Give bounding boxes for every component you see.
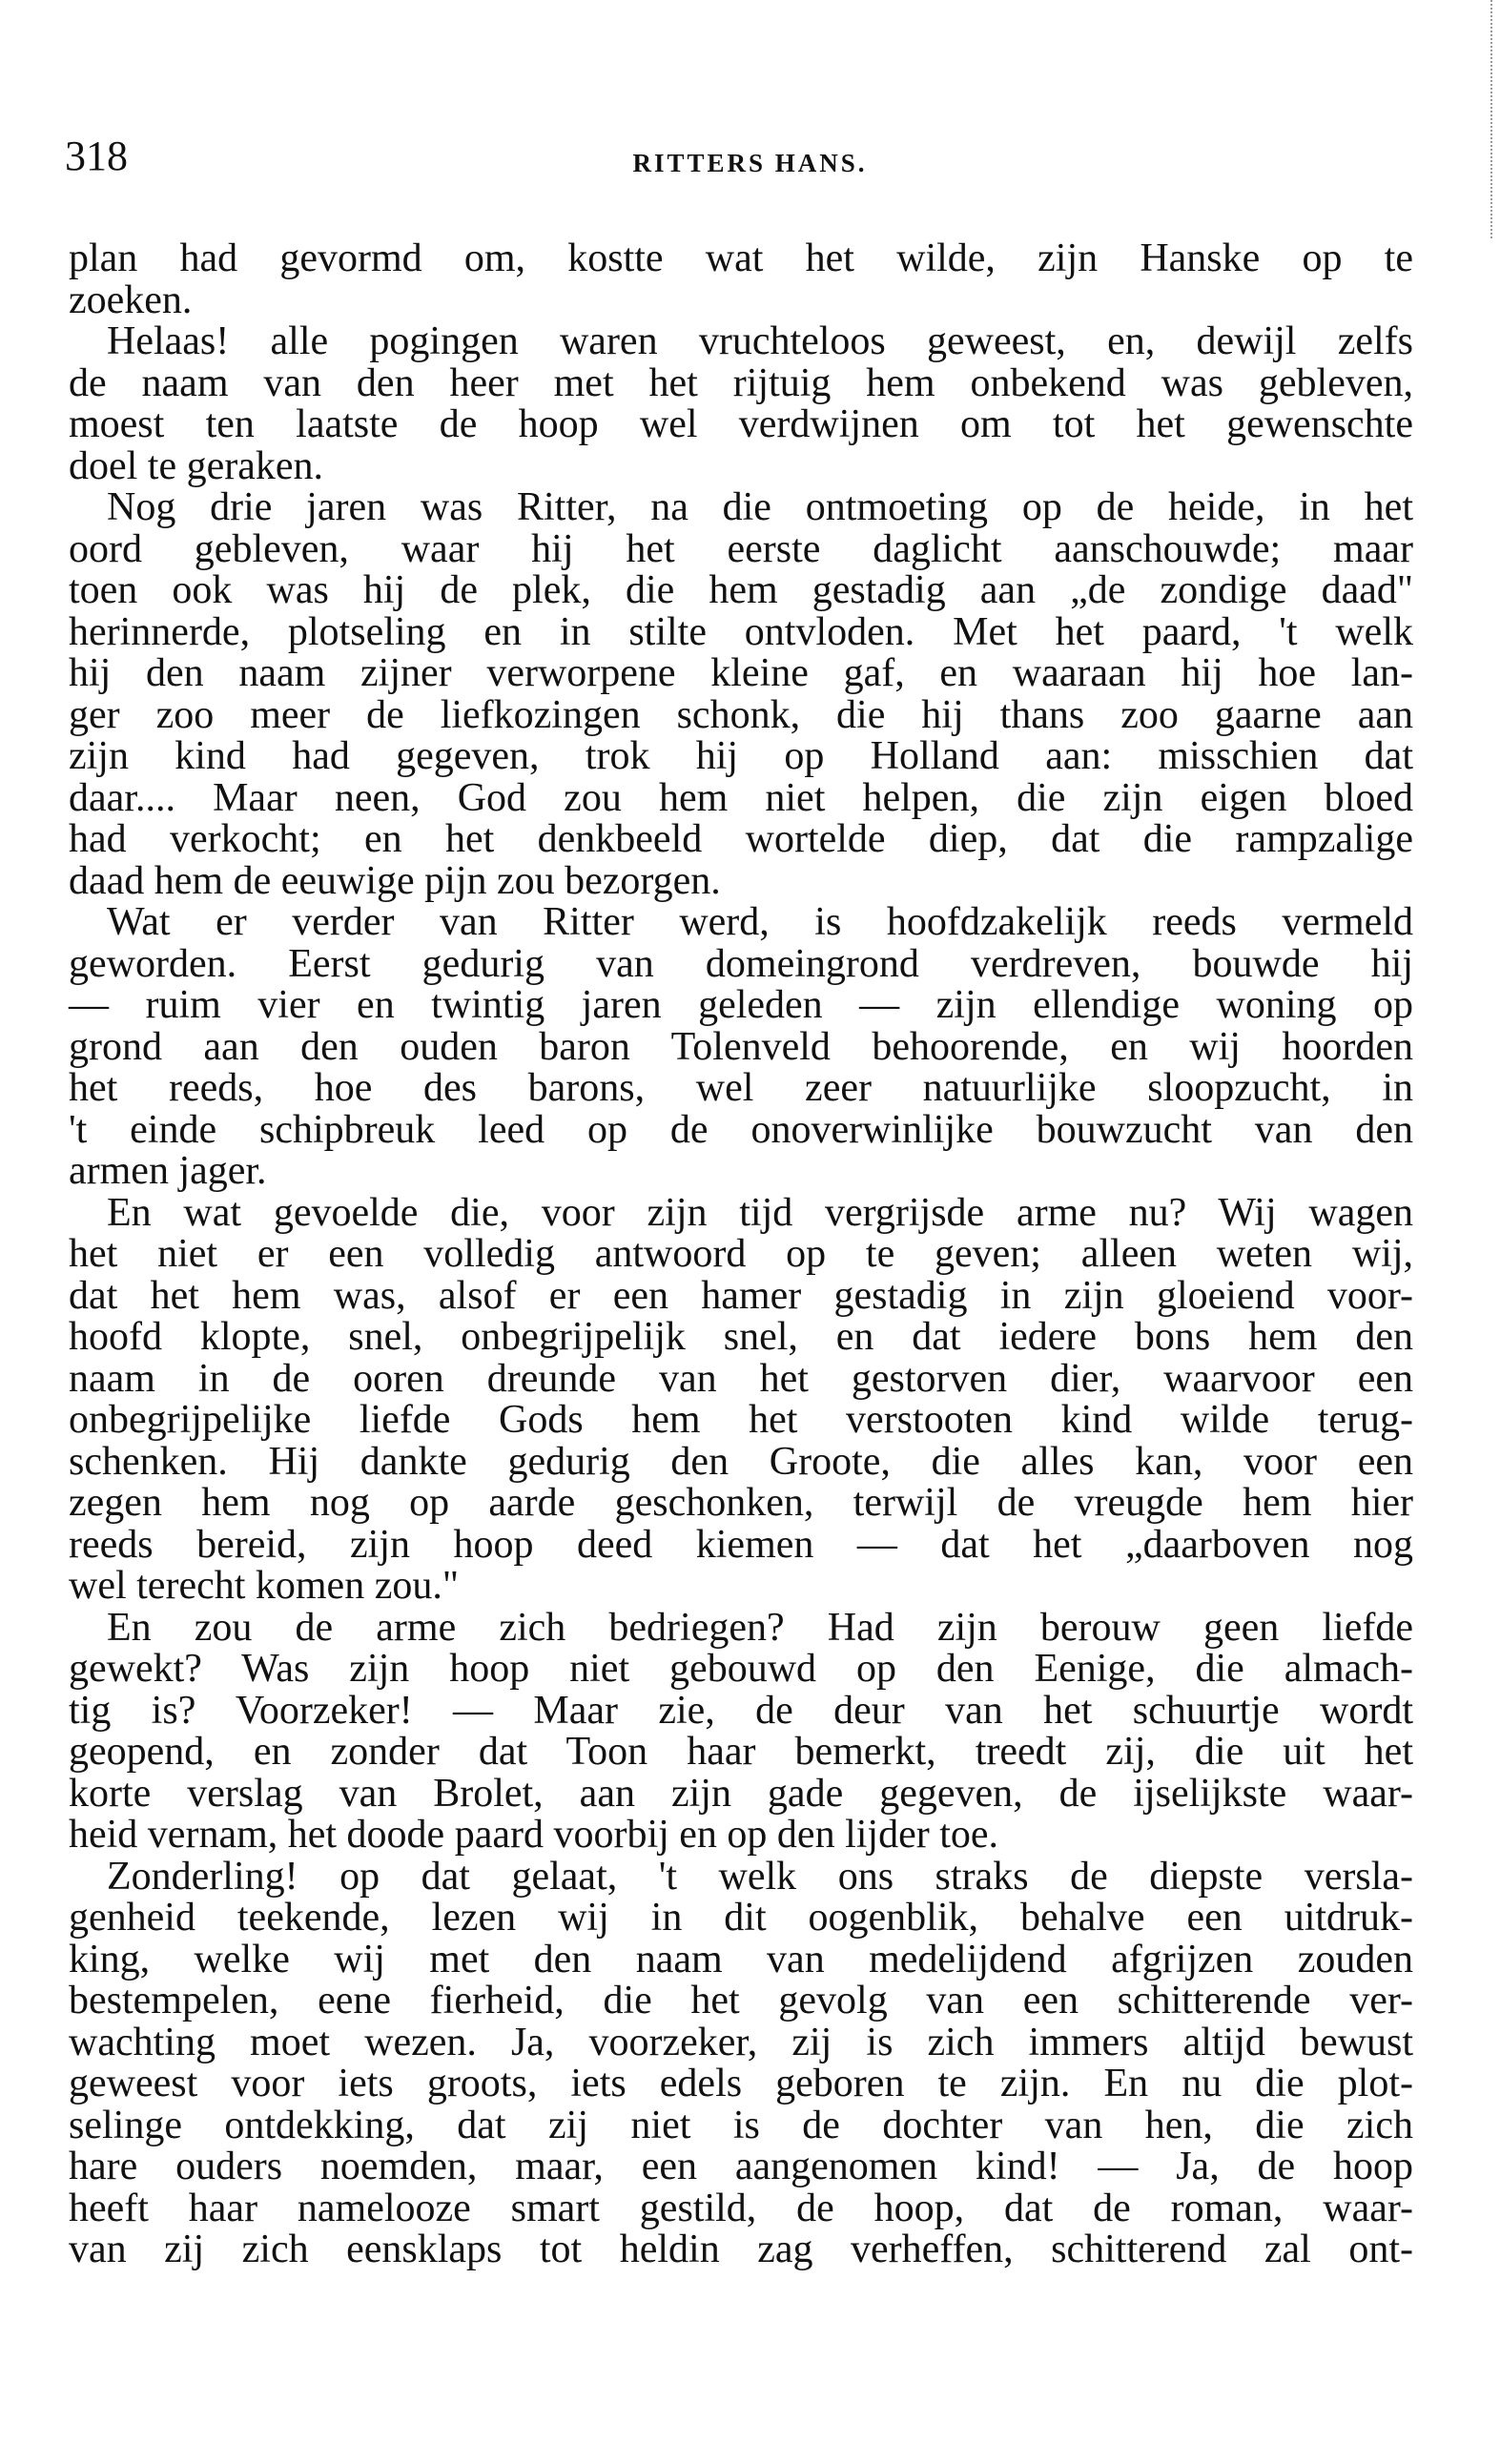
text-line: 't einde schipbreuk leed op de onoverwinlijke bouwzucht van den — [69, 1107, 1413, 1152]
text-line: En zou de arme zich bedriegen? Had zijn berouw geen liefde — [107, 1605, 1413, 1650]
text-line: selinge ontdekking, dat zij niet is de dochter van hen, die zich — [69, 2103, 1413, 2147]
text-line: toen ook was hij de plek, die hem gestadig aan „de zondige daad" — [69, 568, 1413, 612]
body-text — [69, 238, 1413, 2271]
text-line: daad hem de eeuwige pijn zou bezorgen. — [69, 858, 721, 903]
text-line: geopend, en zonder dat Toon haar bemerkt, treedt zij, die uit het — [69, 1730, 1413, 1774]
text-line: dat het hem was, alsof er een hamer gestadig in zijn gloeiend voor- — [69, 1273, 1413, 1318]
text-line: moest ten laatste de hoop wel verdwijnen om tot het gewenschte — [69, 402, 1413, 446]
text-line: — ruim vier en twintig jaren geleden — zijn ellendige woning op — [69, 983, 1413, 1027]
text-line: plan had gevormd om, kostte wat het wilde, zijn Hanske op te — [69, 236, 1413, 280]
text-line: naam in de ooren dreunde van het gestorven dier, waarvoor een — [69, 1356, 1413, 1401]
text-line: geweest voor iets groots, iets edels geboren te zijn. En nu die plot- — [69, 2062, 1413, 2105]
text-line: geworden. Eerst gedurig van domeingrond verdreven, bouwde hij — [69, 941, 1413, 986]
text-line: zijn kind had gegeven, trok hij op Holland aan: misschien dat — [69, 734, 1413, 778]
text-line: hoofd klopte, snel, onbegrijpelijk snel, en dat iedere bons hem den — [69, 1315, 1413, 1359]
text-line: Nog drie jaren was Ritter, na die ontmoeting op de heide, in het — [107, 485, 1413, 529]
text-line: het reeds, hoe des barons, wel zeer natuurlijke sloopzucht, in — [69, 1066, 1413, 1110]
text-line: genheid teekende, lezen wij in dit oogenblik, behalve een uitdruk- — [69, 1896, 1413, 1940]
text-line: wel terecht komen zou." — [69, 1564, 459, 1608]
text-line: korte verslag van Brolet, aan zijn gade gegeven, de ijselijkste waar- — [69, 1771, 1413, 1816]
page-number: 318 — [65, 133, 128, 179]
text-line: had verkocht; en het denkbeeld wortelde diep, dat die rampzalige — [69, 817, 1413, 861]
text-line: onbegrijpelijke liefde Gods hem het verstooten kind wilde terug- — [69, 1398, 1413, 1442]
text-line: grond aan den ouden baron Tolenveld behoorende, en wij hoorden — [69, 1024, 1413, 1069]
text-line: het niet er een volledig antwoord op te geven; alleen weten wij, — [69, 1232, 1413, 1276]
text-line: heeft haar namelooze smart gestild, de hoop, dat de roman, waar- — [69, 2186, 1413, 2230]
text-line: zegen hem nog op aarde geschonken, terwijl de vreugde hem hier — [69, 1481, 1413, 1525]
text-line: zoeken. — [69, 277, 193, 322]
text-line: van zij zich eensklaps tot heldin zag verheffen, schitterend zal ont- — [69, 2228, 1413, 2271]
text-line: ger zoo meer de liefkozingen schonk, die hij thans zoo gaarne aan — [69, 692, 1413, 737]
text-line: heid vernam, het doode paard voorbij en op den lijder toe. — [69, 1813, 999, 1857]
text-line: tig is? Voorzeker! — Maar zie, de deur van het schuurtje wordt — [69, 1688, 1413, 1733]
text-line: daar.... Maar neen, God zou hem niet helpen, die zijn eigen bloed — [69, 775, 1413, 820]
text-line: En wat gevoelde die, voor zijn tijd vergrijsde arme nu? Wij wagen — [107, 1190, 1413, 1235]
text-line: herinnerde, plotseling en in stilte ontvloden. Met het paard, 't welk — [69, 609, 1413, 654]
text-line: hare ouders noemden, maar, een aangenomen kind! — Ja, de hoop — [69, 2145, 1413, 2188]
text-line: wachting moet wezen. Ja, voorzeker, zij is zich immers altijd bewust — [69, 2020, 1413, 2064]
text-line: oord gebleven, waar hij het eerste daglicht aanschouwde; maar — [69, 526, 1413, 571]
text-line: bestempelen, eene fierheid, die het gevolg van een schitterende ver- — [69, 1979, 1413, 2023]
text-line: gewekt? Was zijn hoop niet gebouwd op den Eenige, die almach- — [69, 1647, 1413, 1691]
text-line: king, welke wij met den naam van medelijdend afgrijzen zouden — [69, 1937, 1413, 1981]
text-line: Helaas! alle pogingen waren vruchteloos geweest, en, dewijl zelfs — [107, 319, 1413, 363]
text-line: de naam van den heer met het rijtuig hem onbekend was gebleven, — [69, 360, 1413, 405]
text-line: Wat er verder van Ritter werd, is hoofdzakelijk reeds vermeld — [107, 900, 1413, 944]
text-line: schenken. Hij dankte gedurig den Groote, die alles kan, voor een — [69, 1439, 1413, 1484]
running-title: RITTERS HANS. — [632, 149, 868, 177]
text-line: armen jager. — [69, 1149, 267, 1193]
text-line: hij den naam zijner verworpene kleine gaf, en waaraan hij hoe lan- — [69, 651, 1413, 695]
text-line: doel te geraken. — [69, 443, 324, 488]
text-line: reeds bereid, zijn hoop deed kiemen — dat het „daarboven nog — [69, 1522, 1413, 1567]
scan-edge-marks — [1487, 0, 1492, 238]
text-line: Zonderling! op dat gelaat, 't welk ons straks de diepste versla- — [107, 1854, 1413, 1899]
